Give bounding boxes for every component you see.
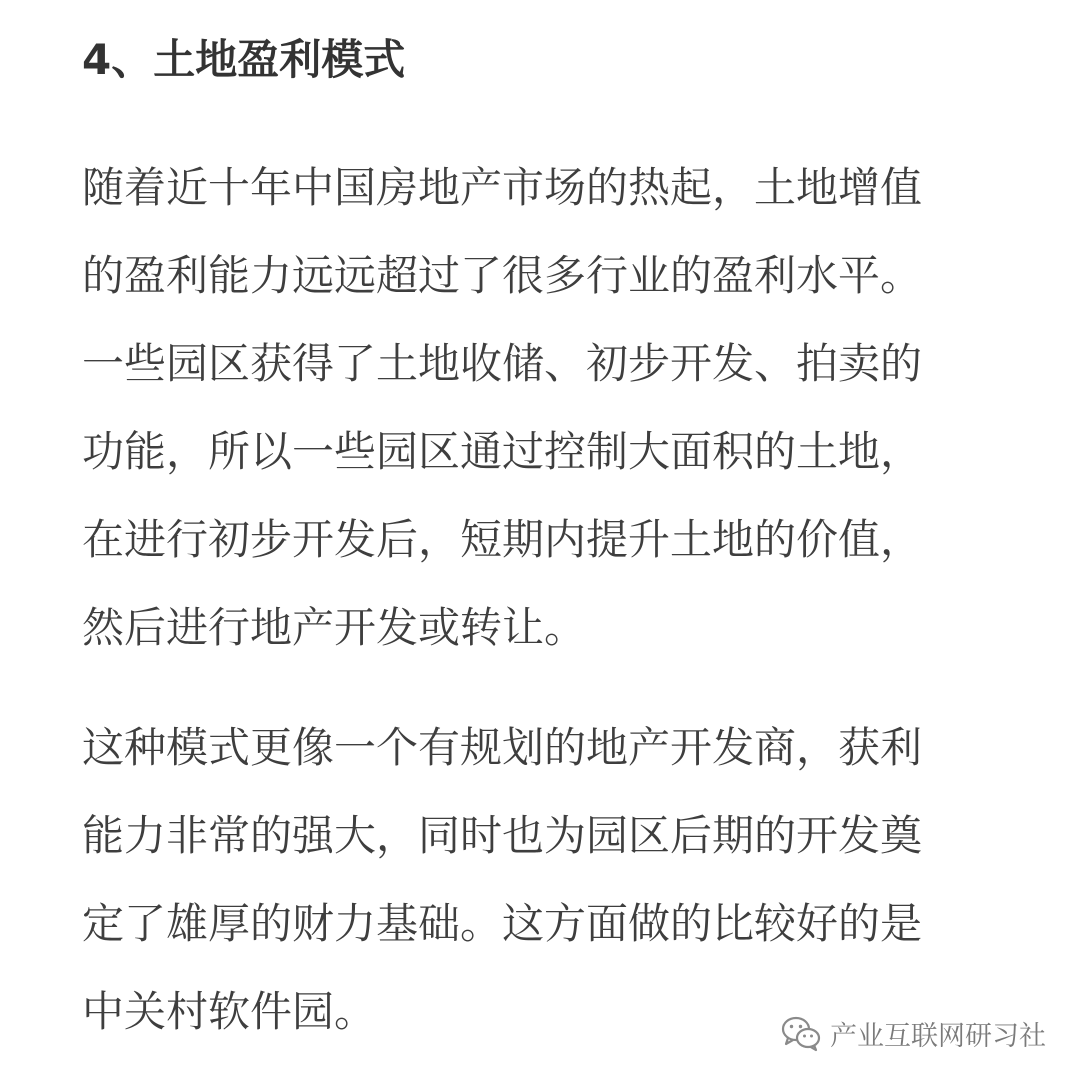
- paragraph-line: 定了雄厚的财力基础。这方面做的比较好的是: [82, 899, 923, 948]
- watermark-text: 产业互联网研习社: [830, 1020, 1046, 1052]
- paragraph-line: 功能，所以一些园区通过控制大面积的土地，: [82, 427, 923, 476]
- paragraph-line: 随着近十年中国房地产市场的热起，土地增值: [82, 163, 923, 212]
- paragraph-line: 在进行初步开发后，短期内提升土地的价值，: [82, 515, 923, 564]
- paragraph-1: [82, 144, 1002, 672]
- wechat-icon: [780, 1014, 822, 1052]
- paragraph-line: 然后进行地产开发或转让。: [82, 603, 587, 652]
- paragraph-line: 中关村软件园。: [82, 987, 377, 1036]
- paragraph-2: [82, 704, 1002, 1056]
- paragraph-line: 一些园区获得了土地收储、初步开发、拍卖的: [82, 339, 923, 388]
- source-watermark: [780, 1010, 1046, 1056]
- article-heading: 4、土地盈利模式: [82, 35, 406, 84]
- paragraph-line: 的盈利能力远远超过了很多行业的盈利水平。: [82, 251, 923, 300]
- paragraph-line: 这种模式更像一个有规划的地产开发商，获利: [82, 723, 923, 772]
- paragraph-line: 能力非常的强大，同时也为园区后期的开发奠: [82, 811, 923, 860]
